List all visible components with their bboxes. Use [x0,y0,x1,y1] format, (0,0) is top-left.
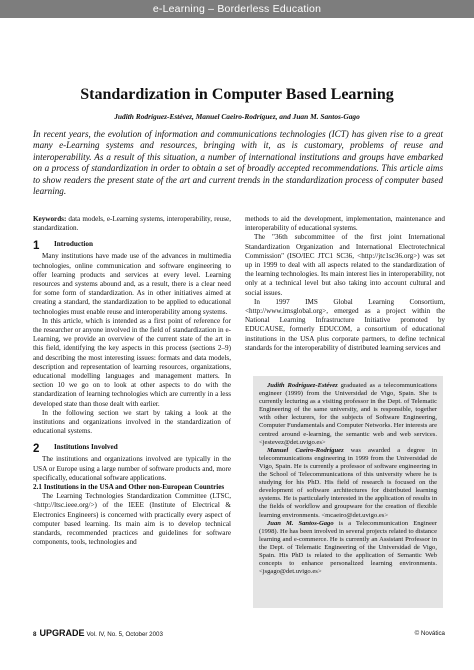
bio-text: was awarded a degree in telecommunications engineering in 1999 from the Universidad de Vigo, Spain. He is currently a professor of software engineering in the School of Telecommunications of this university where he is studying for his PhD. His field of research is focused on the development of software architectures for distributed learning systems. He is particularly interested in the application of results in the fields of workflow and groupware for the creation of flexible learning environments. <mcaeiro@det.uvigo.es> [259,446,437,519]
author-bio [259,520,437,577]
right-column [245,215,445,353]
keywords-label: Keywords: [33,215,67,223]
article-abstract: In recent years, the evolution of information and communications technologies (ICT) has given rise to a great many e-Learning systems and resources, bringing with it, as is customary, problems of reuse and interoperability. As a result of this situation, a number of international institutions and groups have embarked on a process of standardization in order to obtain a set of broadly accepted recommendations. This article aims to show readers the present state of the art and current trends in the standardization process of computer based learning. [33,129,443,197]
article-authors: Judith Rodríguez-Estévez, Manuel Caeiro-Rodríguez, and Juan M. Santos-Gago [114,112,360,121]
section-2-title: Institutions Involved [54,443,118,452]
article-title: Standardization in Computer Based Learning [80,86,394,103]
right-column-paragraph: In 1997 IMS Global Learning Consortium, <http://www.imsglobal.org>, emerged as a project within the National Learning Infrastructure Initiative promoted by EDUCAUSE, formerly EDUCOM, a consortium of educational institutions in the USA plus corporate partners, to define technical standards for the interoperability of distributed learning services and [245,297,445,352]
subsection-2-1-paragraph: The Learning Technologies Standardization Committee (LTSC, <http://ltsc.ieee.org/>) of the IEEE (Institute of Electrical & Electronics Engineers) is concerned with practically every aspect of computer based learning. Its main aim is to develop technical standards, recommended practices and guidelines for software components, tools, technologies and [33,492,231,547]
page-number: 8 [33,631,37,638]
author-bio [259,447,437,520]
section-2-heading [33,443,231,455]
page-footer [33,628,445,640]
journal-section-banner: e-Learning – Borderless Education [0,0,474,18]
journal-volume: Vol. IV, No. 5, October 2003 [86,631,163,638]
section-1-paragraph: In the following section we start by taking a look at the institutions and organizations involved in the standardization of educational systems. [33,408,231,436]
bio-text: graduated as a telecommunications engineer (1999) from the Universidad de Vigo, Spain. She is currently lecturing as a visiting professor in the Dept. of Telematic Engineering of the same university, and is responsible, together with other lecturers, for the subjects of Software Engineering, Computer Fundamentals and Computer Networks. Her interests are centred around e-learning, the semantic web and web services. <jestevez@det.uvigo.es> [259,382,437,446]
right-column-paragraph: methods to aid the development, implementation, maintenance and interoperability of educational systems. [245,215,445,233]
section-2-number: 2 [33,443,40,456]
right-column-paragraph: The "36th subcommittee of the first joint International Standardization Organization and International Electrotechnical Commission" (ISO/IEC JTC1 SC36, <http://jtc1sc36.org>) was set up in 1999 to deal with all aspects related to the standardization of the learning technologies. Its main interest lies in interoperability, not only at a technical level but also taking into account cultural and social issues. [245,233,445,297]
keywords [33,215,231,233]
subsection-2-1-title: 2.1 Institutions in the USA and Other non-European Countries [33,483,225,492]
section-1-paragraph: Many institutions have made use of the advances in multimedia technologies, online communication and software engineering to offer learning products and services at every level. Learning resources and systems abound and, as a result, there is a clear need for some form of standardization. As in other initiatives aimed at creating a standard, the standardization to be applied to educational technologies must enable reuse and interoperability among systems. [33,252,231,316]
footer-left [33,628,163,638]
author-bio [259,382,437,447]
keywords-text: data models, e-Learning systems, interoperability, reuse, standardization. [33,215,231,233]
section-1-heading [33,240,231,252]
section-1-paragraph: In this article, which is intended as a first point of reference for the researcher or anyone involved in the field of standardization in e-Learning, we provide an overview of the current state of the art in this field, identifying the key aspects in this process (sections 2–9) and describing the most interesting issues: formats and data models, description and representation of learning resources, organizations, educational modelling languages and management matters. In section 10 we go on to look at other aspects to do with the standardization of learning technologies which are currently in a less developed state than those dealt with earlier. [33,316,231,408]
left-column [33,215,231,548]
section-1-title: Introduction [54,240,94,249]
bio-author-name: Judith Rodríguez-Estévez [267,382,338,389]
bio-author-name: Manuel Caeiro-Rodríguez [267,446,344,454]
author-bios-box [253,376,443,608]
journal-brand: UPGRADE [39,628,85,638]
bio-author-name: Juan M. Santos-Gago [267,519,334,527]
section-1-number: 1 [33,240,40,253]
section-2-paragraph: The institutions and organizations involved are typically in the USA or Europe using a large number of software products and, more specifically, educational software applications. [33,455,231,482]
bio-text: is a Telecommunication Engineer (1998). He has been involved in several projects related to distance learning and e-commerce. He is currently an Assistant Professor in the Dept. of Telematic Engineering of the Universidad de Vigo, Spain. His PhD is related to the application of Semantic Web concepts to enhance personalized learning environments. <jsgago@det.uvigo.es> [259,519,437,576]
copyright-notice: © Novática [414,630,445,637]
